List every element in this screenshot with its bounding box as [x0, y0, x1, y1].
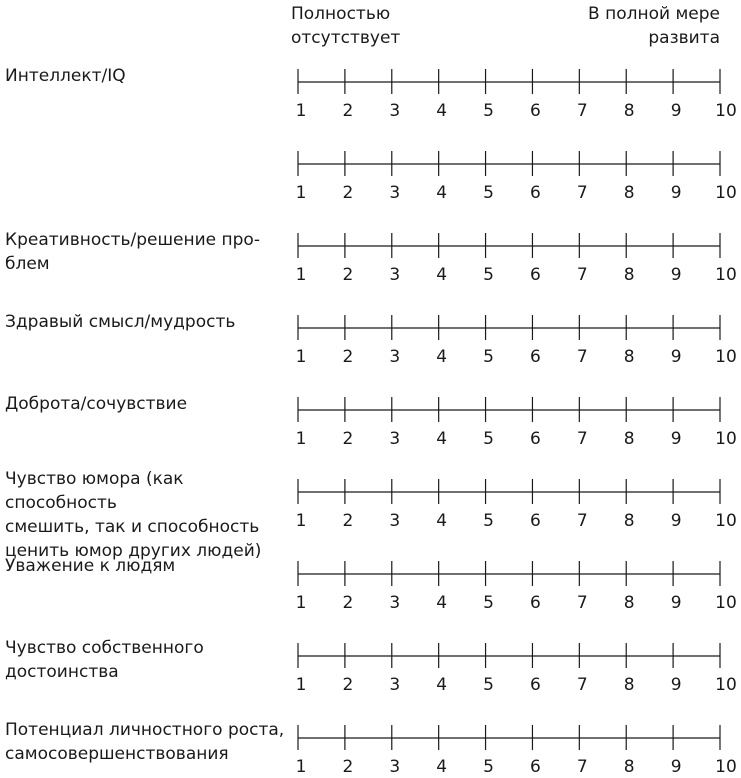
scale-tick-label: 1: [295, 101, 307, 121]
scale-tick-label: 6: [530, 757, 541, 777]
scale-tick-label: 2: [342, 101, 354, 121]
scale-tick-label: 2: [342, 429, 354, 449]
scale-tick-label: 9: [670, 675, 682, 695]
scale-tick-label: 7: [576, 675, 588, 695]
scale-tick-label: 9: [670, 265, 682, 285]
scale-tick-label: 10: [715, 511, 737, 531]
scale-tick-label: 7: [576, 183, 588, 203]
rating-row-label: Интеллект/IQ: [5, 66, 126, 86]
scale-tick-label: 4: [436, 675, 448, 695]
scale-tick-label: 1: [295, 347, 307, 367]
scale-tick-label: 4: [436, 593, 448, 613]
scale-tick-label: 1: [295, 429, 307, 449]
scale-tick-label: 3: [389, 265, 401, 285]
scale-tick-label: 8: [623, 593, 635, 613]
scale-tick-label: 4: [436, 101, 448, 121]
scale-tick-label: 4: [436, 429, 448, 449]
scale-tick-label: 4: [436, 347, 448, 367]
scale-tick-label: 3: [389, 511, 401, 531]
scale-tick-label: 6: [530, 429, 541, 449]
scale-tick-label: 1: [295, 593, 307, 613]
scale-tick-label: 10: [715, 757, 737, 777]
scale-tick-label: 6: [530, 101, 541, 121]
scale-tick-label: 3: [389, 593, 401, 613]
scale-tick-label: 5: [483, 675, 494, 695]
scale-tick-label: 7: [576, 347, 588, 367]
scale-tick-label: 10: [715, 429, 737, 449]
scale-tick-label: 8: [623, 675, 635, 695]
scale-tick-label: 9: [670, 593, 682, 613]
scale-tick-label: 5: [483, 593, 494, 613]
scale-tick-label: 3: [389, 101, 401, 121]
scale-tick-label: 9: [670, 511, 682, 531]
scale-tick-label: 10: [715, 265, 737, 285]
scale-tick-label: 7: [576, 101, 588, 121]
scale-tick-label: 1: [295, 183, 307, 203]
scale-tick-label: 7: [576, 429, 588, 449]
scale-min-label: Полностью отсутствует: [291, 4, 401, 48]
scale-tick-label: 3: [389, 429, 401, 449]
scale-tick-label: 7: [576, 757, 588, 777]
scale-tick-label: 4: [436, 265, 448, 285]
scale-tick-label: 6: [530, 183, 541, 203]
scale-tick-label: 9: [670, 347, 682, 367]
scale-tick-label: 8: [623, 429, 635, 449]
scale-tick-label: 10: [715, 347, 737, 367]
scale-tick-label: 7: [576, 265, 588, 285]
scale-max-label: В полной мере развита: [588, 4, 720, 48]
scale-tick-label: 6: [530, 593, 541, 613]
scale-tick-label: 1: [295, 757, 307, 777]
scale-tick-label: 2: [342, 265, 354, 285]
scale-tick-label: 10: [715, 183, 737, 203]
scale-tick-label: 5: [483, 183, 494, 203]
scale-tick-label: 8: [623, 511, 635, 531]
scale-tick-label: 1: [295, 265, 307, 285]
scale-tick-label: 8: [623, 757, 635, 777]
scale-tick-label: 8: [623, 183, 635, 203]
scale-tick-label: 5: [483, 347, 494, 367]
scale-tick-label: 4: [436, 757, 448, 777]
scale-tick-label: 2: [342, 183, 354, 203]
scale-tick-label: 2: [342, 347, 354, 367]
rating-row-label: Потенциал личностного роста, самосовершенствования: [5, 720, 285, 764]
scale-tick-label: 2: [342, 675, 354, 695]
scale-tick-label: 6: [530, 347, 541, 367]
scale-tick-label: 5: [483, 429, 494, 449]
scale-tick-label: 7: [576, 511, 588, 531]
scale-tick-label: 4: [436, 183, 448, 203]
scale-tick-label: 3: [389, 757, 401, 777]
scale-tick-label: 3: [389, 347, 401, 367]
scale-tick-label: 2: [342, 757, 354, 777]
scale-tick-label: 9: [670, 429, 682, 449]
rating-row-label: Чувство собственного достоинства: [5, 638, 204, 682]
scale-tick-label: 8: [623, 101, 635, 121]
scale-tick-label: 10: [715, 593, 737, 613]
scale-tick-label: 8: [623, 347, 635, 367]
scale-tick-label: 2: [342, 593, 354, 613]
rating-row-label: Чувство юмора (как способность смешить, так и способность ценить юмор других людей): [5, 469, 262, 561]
scale-tick-label: 5: [483, 265, 494, 285]
scale-tick-label: 7: [576, 593, 588, 613]
scale-tick-label: 9: [670, 757, 682, 777]
scale-tick-label: 5: [483, 757, 494, 777]
scale-tick-label: 9: [670, 183, 682, 203]
scale-tick-label: 2: [342, 511, 354, 531]
scale-tick-label: 5: [483, 511, 494, 531]
scale-tick-label: 5: [483, 101, 494, 121]
scale-tick-label: 1: [295, 511, 307, 531]
rating-row-label: Здравый смысл/мудрость: [5, 312, 236, 332]
scale-tick-label: 3: [389, 183, 401, 203]
scale-tick-label: 10: [715, 101, 737, 121]
scale-tick-label: 6: [530, 511, 541, 531]
scale-tick-label: 8: [623, 265, 635, 285]
scale-tick-label: 3: [389, 675, 401, 695]
scale-tick-label: 6: [530, 675, 541, 695]
scale-tick-label: 9: [670, 101, 682, 121]
rating-row-label: Уважение к людям: [5, 556, 176, 576]
rating-row-label: Креативность/решение про- блем: [5, 230, 260, 274]
scale-tick-label: 6: [530, 265, 541, 285]
scale-tick-label: 4: [436, 511, 448, 531]
rating-row-label: Доброта/сочувствие: [5, 394, 188, 414]
scale-tick-label: 10: [715, 675, 737, 695]
scale-tick-label: 1: [295, 675, 307, 695]
